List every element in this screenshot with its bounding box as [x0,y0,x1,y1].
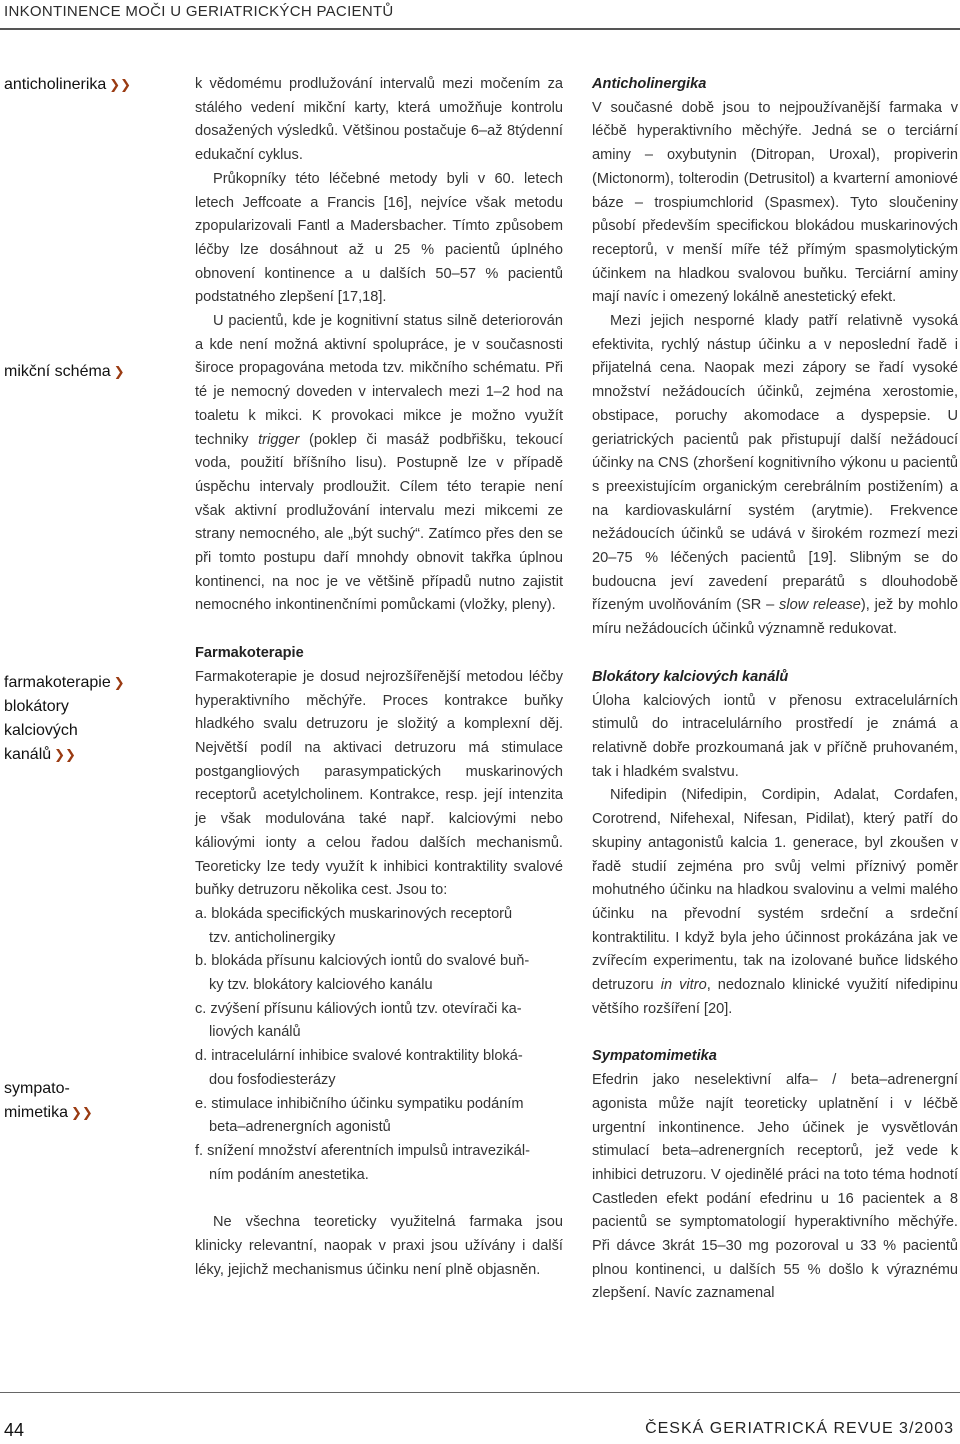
margin-note-blokatory [4,695,174,767]
italic-term: trigger [258,431,300,448]
footer-rule [0,1392,960,1393]
paragraph: Ne všechna teoreticky využitelná farmaka jsou klinicky relevantní, naopak v praxi jsou užívány i další léky, jejichž mechanismus účinku není plně objasněn. [195,1214,563,1278]
margin-note-label: anticholinerika [4,76,107,93]
margin-note-label: blokátory [4,698,69,715]
double-chevron-icon: ❯❯ [71,1105,93,1120]
margin-note-label: mimetika [4,1104,69,1121]
list-item: b. blokáda přísunu kalciových iontů do svalové buň- ky tzv. blokátory kalciového kanálu [195,953,530,994]
running-header: INKONTINENCE MOČI U GERIATRICKÝCH PACIENTŮ [4,3,394,20]
double-chevron-icon: ❯❯ [109,77,132,92]
paragraph: V současné době jsou to nejpoužívanější farmaka v léčbě hyperaktivního měchýře. Jedná se o terciární aminy – oxybutynin (Ditropan, Uroxal), propiverin (Mictonorm), tolterodin (Detrusitol) a kvarterní amoniové báze – trospiumchlorid (Spasmex). Tyto sloučeniny působí především specifickou blokádou muskarinových receptorů, v menší míře též přímým spasmolytickým účinkem na hladkou svalovou buňku. Terciární aminy mají navíc i omezený lokálně anestetický efekt. [592,99,958,306]
header-rule [0,28,960,30]
paragraph: Úloha kalciových iontů v přenosu extracelulárních stimulů do intracelulárního prostředí je známá a relativně dobře prozkoumaná jak v příčně pruhovaném, tak i hladkém svalstvu. [592,692,958,780]
chevron-icon: ❯ [113,364,125,379]
margin-note-label: kanálů [4,746,52,763]
margin-note-label: sympato- [4,1080,70,1097]
list-item: d. intracelulární inhibice svalové kontraktility bloká- dou fosfodiesterázy [195,1048,523,1088]
italic-term: slow release [779,597,861,614]
margin-note-label: kalciových [4,722,78,739]
section-heading-blokatory: Blokátory kalciových kanálů [592,668,789,685]
paragraph: k vědomému prodlužování intervalů mezi močením za stálého vedení mikční karty, která umožňuje kontrolu dosažených výsledků. Většinou postačuje 6–až 8týdenní edukační cyklus. [195,76,563,164]
margin-note-sympatomimetika [4,1077,174,1125]
journal-name: ČESKÁ GERIATRICKÁ REVUE 3/2003 [645,1420,954,1437]
list-item: c. zvýšení přísunu káliových iontů tzv. otevírači ka- liových kanálů [195,1000,522,1041]
margin-note-farmakoterapie [4,671,174,695]
section-heading-anticholinergika: Anticholinergika [592,76,707,92]
list-item: f. snížení množství aferentních impulsů intravezikál- ním podáním anestetika. [195,1142,530,1183]
page-number: 44 [4,1420,25,1440]
paragraph: U pacientů, kde je kognitivní status silně deteriorován a kde není možná aktivní spolupráce, je v současnosti široce propagována metoda tzv. mikčního schématu. Při té je nemocný doveden v intervalech mezi 1–2 hod na toaletu k mikci. K provokaci mikce je možno využít techniky trigger (poklep či masáž podbřišku, tekoucí voda, použití bříšního lisu). Postupně lze v případě úspěchu intervaly prodloužit. Cílem této terapie není však aktivní prodlužování intervalu mezi mikcemi ze strany nemocného, ale „být suchý“. Zatímco přes den se při tomto postupu daří mnohdy obnovit takřka úplnou kontinenci, na noc je ve většině případů nutno zajistit nemocného inkontinenčními pomůckami (vložky, pleny). [195,313,563,614]
margin-note-label: farmakoterapie [4,674,111,691]
double-chevron-icon: ❯❯ [54,747,76,762]
right-column [592,73,958,1306]
section-heading-farmakoterapie: Farmakoterapie [195,645,304,662]
paragraph: Efedrin jako neselektivní alfa– / beta–adrenergní agonista může najít teoreticky uplatnění i v léčbě urgentní inkontinence. Jeho účinek je vysvětlován stimulací beta–adrenergních receptorů, jež vede k inhibici detruzoru. V ojedinělé práci na toto téma hodnotí Castleden efekt podání efedrinu u 16 pacientek a 8 pacientů se symptomatologií hyperaktivního měchýře. Při dávce 3krát 15–30 mg pozoroval u 33 % pacientů plnou kontinenci, u dalších 55 % došlo k výraznému zlepšení. Navíc zaznamenal [592,1072,958,1302]
paragraph: Průkopníky této léčebné metody byli v 60. letech letech Jeffcoate a Francis [16], nejvíce však metodu zpopularizovali Fantl a Madersbacher. Tímto způsobem léčby lze dosáhnout až u 25 % pacientů úplného obnovení kontinence a u dalších 50–57 % pacientů podstatného zlepšení [17,18]. [195,170,563,306]
margin-note-mikcni-schema [4,360,174,384]
paragraph: Mezi jejich nesporné klady patří relativně vysoká efektivita, rychlý nástup účinku a v neposlední řadě i přijatelná cena. Naopak mezi zápory se řadí vysoké množství nežádoucích účinků, zejména xerostomie, obstipace, poruchy akomodace a dyspepsie. U geriatrických pacientů pak přistupují další nežádoucí účinky na CNS (zhoršení kognitivního výkonu u pacientů s preexistujícím organickým cerebrálním postižením) a na kardiovaskulární systém (arytmie). Frekvence nežádoucích účinků se udává v širokém rozmezí mezi 20–75 % léčených pacientů [19]. Slibným se do budoucna jeví zavedení preparátů s dlouhodobě řízeným uvolňováním (SR – slow release), jež by mohlo míru nežádoucích účinků významně redukovat. [592,313,958,638]
chevron-icon: ❯ [113,675,125,690]
section-heading-sympatomimetika: Sympatomimetika [592,1048,717,1065]
list-item: e. stimulace inhibičního účinku sympatiku podáním beta–adrenergních agonistů [195,1095,524,1136]
margin-note-label: mikční schéma [4,363,111,380]
margin-note-anticholinerika [4,73,174,97]
paragraph: Nifedipin (Nifedipin, Cordipin, Adalat, Cordafen, Corotrend, Nifehexal, Nifesan, Pidilat), který patří do skupiny antagonistů kalcia 1. generace, byl zkoušen v řadě studií zejména pro svůj velmi příznivý poměr mohutného účinku na hladkou svalovinu a velmi malého účinku na převodní systém srdeční a srdeční kontraktilitu. I když byla jeho účinnost prokázána jak ve zvířecím experimentu, tak na izolované buňce lidského detruzoru in vitro, nedoznalo klinické využití nifedipinu většího rozšíření [20]. [592,787,958,1017]
paragraph: Farmakoterapie je dosud nejrozšířenější metodou léčby hyperaktivního měchýře. Proces kontrakce buňky hladkého svalu detruzoru je složitý a komplexní děj. Největší podíl na aktivaci detruzoru má stimulace postgangliových parasympatických muskarinových receptorů acetylcholinem. Kontrakce, resp. její intenzita je však modulována také např. kalciovými nebo káliovými ionty a celou řadou dalších mechanismů. Teoreticky lze tedy využít k inhibici kontraktility svalové buňky detruzoru několika cest. Jsou to: [195,668,563,899]
list-item: a. blokáda specifických muskarinových receptorů tzv. anticholinergiky [195,905,513,946]
italic-term: in vitro [660,977,707,994]
middle-column [195,73,563,1282]
